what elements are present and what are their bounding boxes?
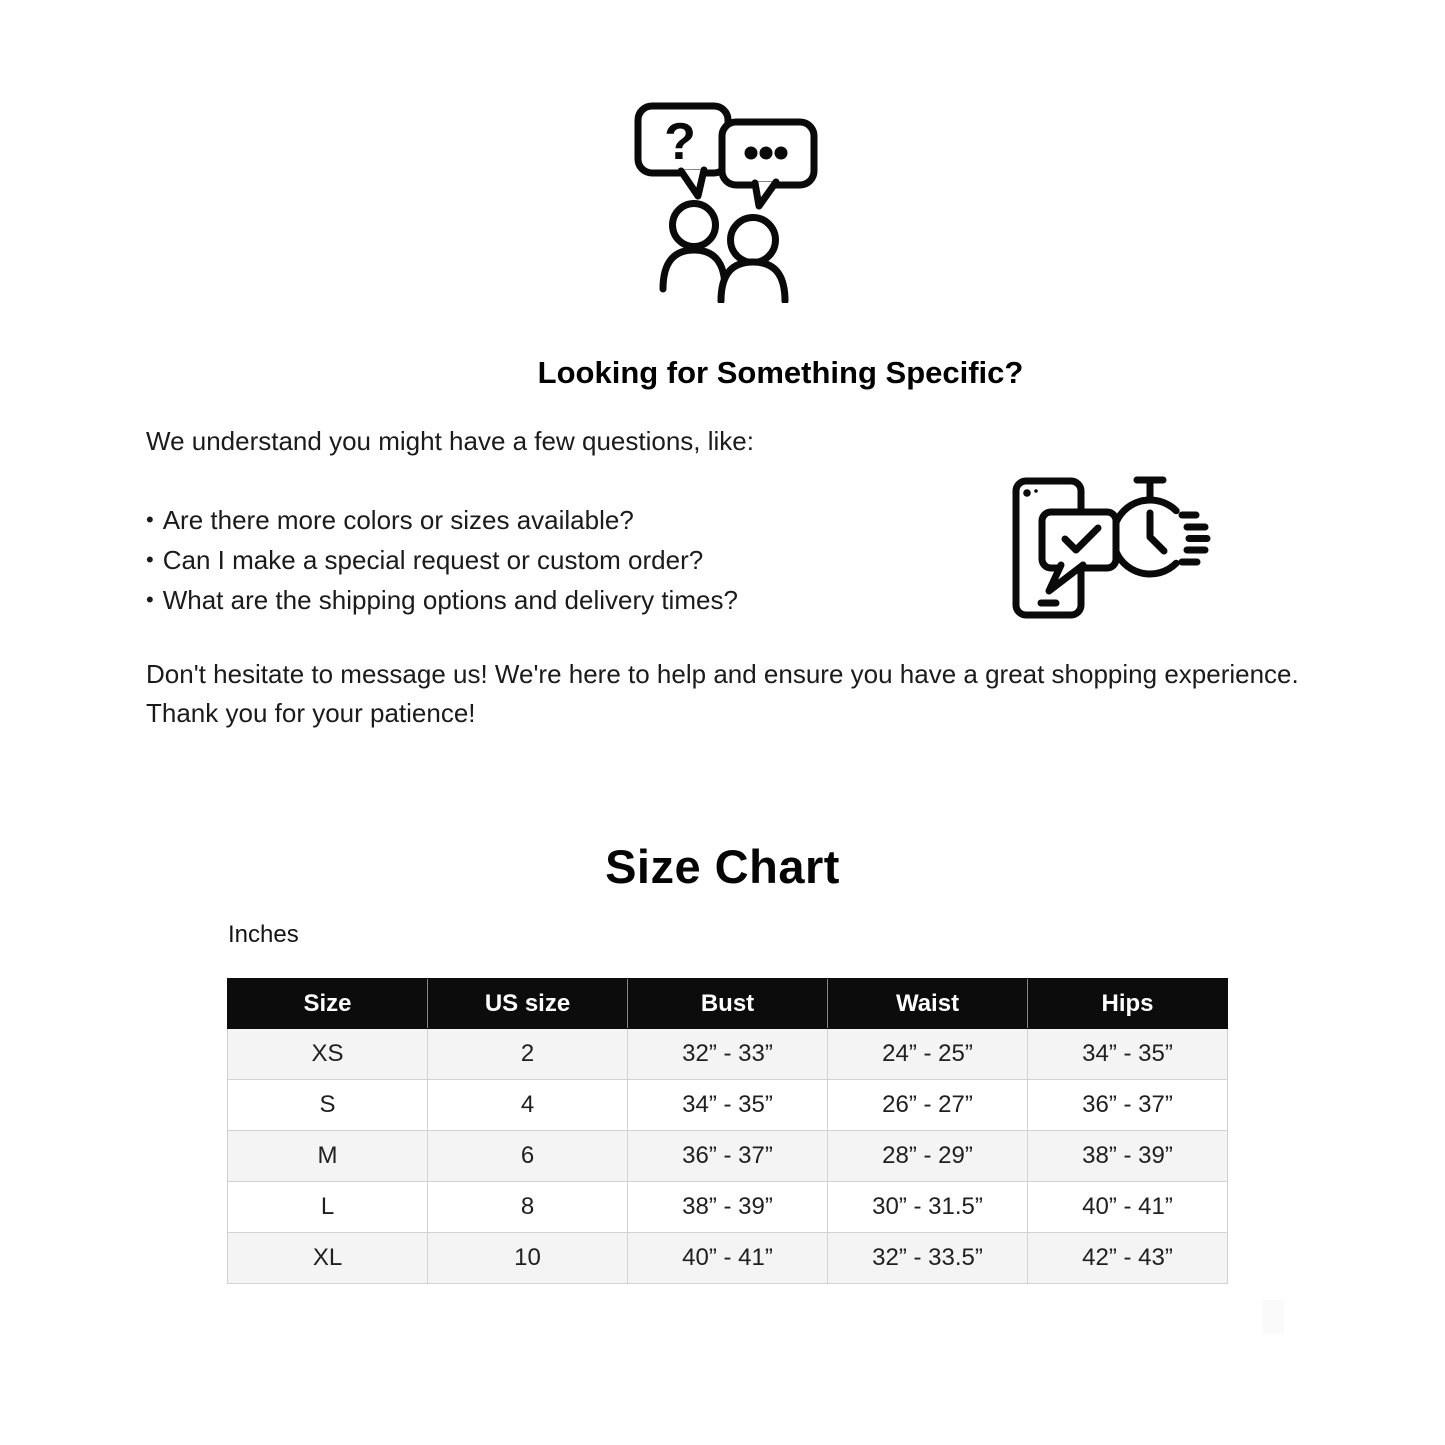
- list-item: [146, 541, 738, 581]
- cell-bust: 38” - 39”: [628, 1182, 828, 1233]
- question-mark-glyph: ?: [664, 113, 696, 171]
- size-chart-table: [227, 978, 1228, 1284]
- bullet-glyph: •: [146, 547, 154, 572]
- cell-us-size: 10: [428, 1233, 628, 1284]
- table-header-row: [228, 979, 1228, 1029]
- question-text: Can I make a special request or custom order?: [162, 545, 704, 575]
- cell-us-size: 2: [428, 1029, 628, 1080]
- table-row: [228, 1233, 1228, 1284]
- question-text: Are there more colors or sizes available?: [162, 505, 634, 535]
- column-header-size: Size: [228, 979, 428, 1029]
- chat-people-icon: [633, 101, 819, 303]
- cell-size: M: [228, 1131, 428, 1182]
- list-item: [146, 501, 738, 541]
- bullet-glyph: •: [146, 587, 154, 612]
- cell-waist: 24” - 25”: [828, 1029, 1028, 1080]
- cell-size: XL: [228, 1233, 428, 1284]
- cell-bust: 34” - 35”: [628, 1080, 828, 1131]
- cell-waist: 26” - 27”: [828, 1080, 1028, 1131]
- cell-bust: 40” - 41”: [628, 1233, 828, 1284]
- cell-us-size: 8: [428, 1182, 628, 1233]
- table-row: [228, 1080, 1228, 1131]
- column-header-waist: Waist: [828, 979, 1028, 1029]
- faint-watermark: [1262, 1300, 1284, 1334]
- cell-hips: 38” - 39”: [1028, 1131, 1228, 1182]
- table-row: [228, 1131, 1228, 1182]
- page-title: Looking for Something Specific?: [537, 355, 1024, 390]
- cell-us-size: 6: [428, 1131, 628, 1182]
- person-right-icon: [721, 218, 785, 302]
- cell-hips: 40” - 41”: [1028, 1182, 1228, 1233]
- cell-bust: 32” - 33”: [628, 1029, 828, 1080]
- cell-hips: 36” - 37”: [1028, 1080, 1228, 1131]
- list-item: [146, 581, 738, 621]
- question-speech-bubble-icon: [638, 106, 728, 196]
- cell-size: XS: [228, 1029, 428, 1080]
- cell-us-size: 4: [428, 1080, 628, 1131]
- person-left-icon: [663, 204, 725, 290]
- dots-speech-bubble-icon: [722, 122, 814, 206]
- cell-hips: 42” - 43”: [1028, 1233, 1228, 1284]
- cell-size: S: [228, 1080, 428, 1131]
- phone-fast-reply-icon: [1006, 470, 1220, 622]
- size-chart-title: Size Chart: [605, 840, 840, 893]
- bullet-glyph: •: [146, 507, 154, 532]
- cell-waist: 30” - 31.5”: [828, 1182, 1028, 1233]
- column-header-bust: Bust: [628, 979, 828, 1029]
- units-label: Inches: [228, 921, 299, 948]
- intro-text: We understand you might have a few questions, like:: [146, 426, 754, 456]
- table-row: [228, 1029, 1228, 1080]
- cell-size: L: [228, 1182, 428, 1233]
- column-header-hips: Hips: [1028, 979, 1228, 1029]
- question-text: What are the shipping options and delivery times?: [162, 585, 738, 615]
- column-header-us-size: US size: [428, 979, 628, 1029]
- stopwatch-icon: [1114, 480, 1207, 574]
- cell-bust: 36” - 37”: [628, 1131, 828, 1182]
- outro-text: Don't hesitate to message us! We're here to help and ensure you have a great shopping experience. Thank you for your patience!: [146, 659, 1299, 728]
- question-list: [146, 501, 738, 621]
- cell-hips: 34” - 35”: [1028, 1029, 1228, 1080]
- speed-lines-icon: [1182, 515, 1207, 562]
- cell-waist: 32” - 33.5”: [828, 1233, 1028, 1284]
- table-row: [228, 1182, 1228, 1233]
- cell-waist: 28” - 29”: [828, 1131, 1028, 1182]
